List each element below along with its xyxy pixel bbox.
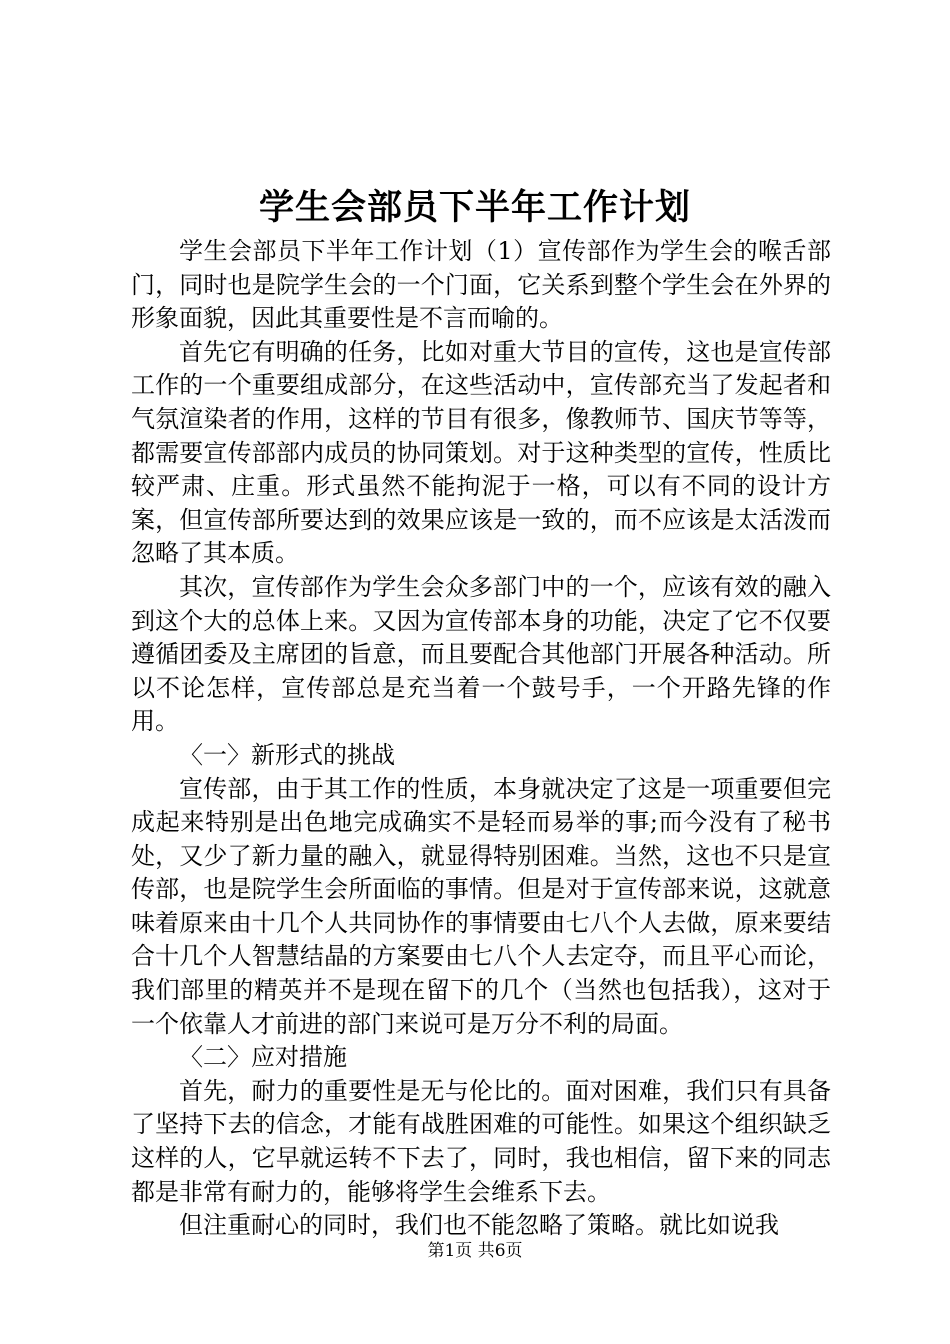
section-heading: 〈一〉新形式的挑战 xyxy=(179,740,395,769)
paragraph: 首先，耐力的重要性是无与伦比的。面对困难，我们只有具备了坚持下去的信念，才能有战胜困难的可能性。如果这个组织缺乏这样的人，它早就运转不下去了，同时，我也相信，留下来的同志都是非常有耐力的，能够将学生会维系下去。 xyxy=(131,1076,831,1206)
paragraph: 其次，宣传部作为学生会众多部门中的一个，应该有效的融入到这个大的总体上来。又因为宣传部本身的功能，决定了它不仅要遵循团委及主席团的旨意，而且要配合其他部门开展各种活动。所以不论怎样，宣传部总是充当着一个鼓号手，一个开路先锋的作用。 xyxy=(131,572,831,736)
paragraph: 但注重耐心的同时，我们也不能忽略了策略。就比如说我 xyxy=(179,1211,779,1240)
section-heading: 〈二〉应对措施 xyxy=(179,1043,347,1072)
document-title: 学生会部员下半年工作计划 xyxy=(258,187,691,228)
page-number-footer: 第1页 共6页 xyxy=(427,1241,523,1261)
paragraph: 宣传部，由于其工作的性质，本身就决定了这是一项重要但完成起来特别是出色地完成确实不是轻而易举的事;而今没有了秘书处，又少了新力量的融入，就显得特别困难。当然，这也不只是宣传部，也是院学生会所面临的事情。但是对于宣传部来说，这就意味着原来由十几个人共同协作的事情要由七八个人去做，原来要结合十几个人智慧结晶的方案要由七八个人去定夺，而且平心而论，我们部里的精英并不是现在留下的几个（当然也包括我），这对于一个依靠人才前进的部门来说可是万分不利的局面。 xyxy=(131,774,831,1038)
document-body xyxy=(131,235,831,1243)
paragraph: 学生会部员下半年工作计划（1）宣传部作为学生会的喉舌部门，同时也是院学生会的一个门面，它关系到整个学生会在外界的形象面貌，因此其重要性是不言而喻的。 xyxy=(131,237,831,333)
paragraph: 首先它有明确的任务，比如对重大节目的宣传，这也是宣传部工作的一个重要组成部分，在这些活动中，宣传部充当了发起者和气氛渲染者的作用，这样的节目有很多，像教师节、国庆节等等，都需要宣传部部内成员的协同策划。对于这种类型的宣传，性质比较严肃、庄重。形式虽然不能拘泥于一格，可以有不同的设计方案，但宣传部所要达到的效果应该是一致的，而不应该是太活泼而忽略了其本质。 xyxy=(131,337,831,568)
